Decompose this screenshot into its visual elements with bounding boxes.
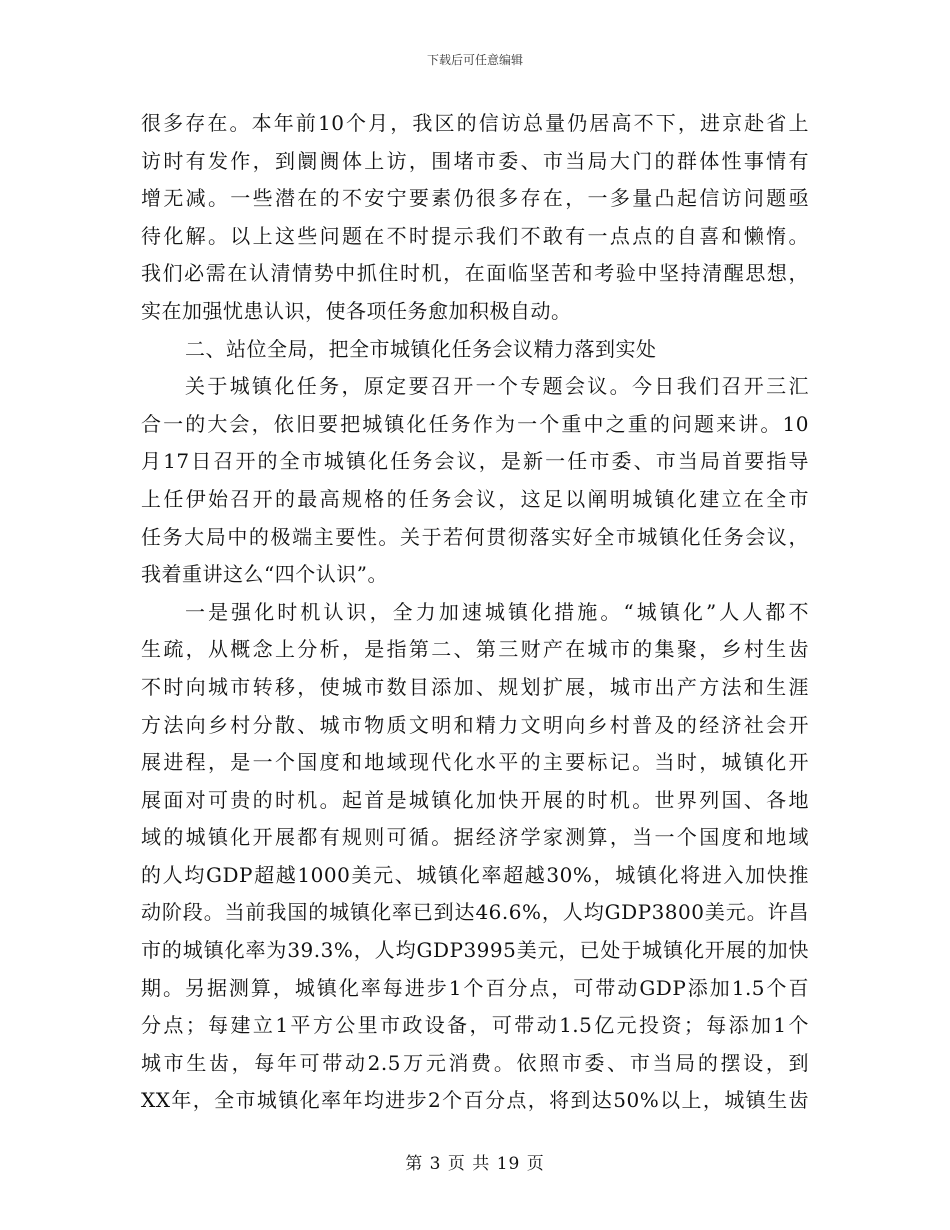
body-line: 上任伊始召开的最高规格的任务会议，这足以阐明城镇化建立在全市 (141, 486, 809, 511)
section-heading: 二、站位全局，把全市城镇化任务会议精力落到实处 (185, 336, 657, 361)
body-line: 展面对可贵的时机。起首是城镇化加快开展的时机。世界列国、各地 (141, 787, 809, 812)
body-line: 月17日召开的全市城镇化任务会议，是新一任市委、市当局首要指导 (141, 449, 809, 474)
body-line: 展进程，是一个国度和地域现代化水平的主要标记。当时，城镇化开 (141, 750, 809, 775)
body-line: 合一的大会，依旧要把城镇化任务作为一个重中之重的问题来讲。10 (141, 411, 809, 436)
body-line: 访时有发作，到阛阓体上访，围堵市委、市当局大门的群体性事情有 (141, 148, 809, 173)
body-line: 我们必需在认清情势中抓住时机，在面临坚苦和考验中坚持清醒思想， (141, 261, 809, 286)
body-line: 期。另据测算，城镇化率每进步1个百分点，可带动GDP添加1.5个百 (141, 975, 809, 1000)
body-line: 域的城镇化开展都有规则可循。据经济学家测算，当一个国度和地域 (141, 825, 809, 850)
body-line: 分点；每建立1平方公里市政设备，可带动1.5亿元投资；每添加1个 (141, 1013, 809, 1038)
body-line: 增无减。一些潜在的不安宁要素仍很多存在，一多量凸起信访问题亟 (141, 186, 809, 211)
body-line: XX年，全市城镇化率年均进步2个百分点，将到达50%以上，城镇生齿 (141, 1088, 809, 1113)
page-number: 第 3 页 共 19 页 (405, 1154, 545, 1174)
body-line: 市的城镇化率为39.3%，人均GDP3995美元，已处于城镇化开展的加快 (141, 938, 809, 963)
body-line: 关于城镇化任务，原定要召开一个专题会议。今日我们召开三汇 (185, 374, 809, 399)
body-line: 待化解。以上这些问题在不时提示我们不敢有一点点的自喜和懒惰。 (141, 223, 809, 248)
body-line: 实在加强忧患认识，使各项任务愈加积极自动。 (141, 298, 572, 323)
body-line: 方法向乡村分散、城市物质文明和精力文明向乡村普及的经济社会开 (141, 712, 809, 737)
page-header-note: 下载后可任意编辑 (426, 53, 523, 67)
body-line: 动阶段。当前我国的城镇化率已到达46.6%，人均GDP3800美元。许昌 (141, 900, 809, 925)
document-body (141, 105, 809, 1120)
body-line: 城市生齿，每年可带动2.5万元消费。依照市委、市当局的摆设，到 (141, 1050, 809, 1075)
body-line: 很多存在。本年前10个月，我区的信访总量仍居高不下，进京赴省上 (141, 111, 809, 135)
body-line: 的人均GDP超越1000美元、城镇化率超越30%，城镇化将进入加快推 (141, 862, 809, 887)
body-line: 生疏，从概念上分析，是指第二、第三财产在城市的集聚，乡村生齿 (141, 637, 809, 662)
body-line: 任务大局中的极端主要性。关于若何贯彻落实好全市城镇化任务会议， (141, 524, 809, 549)
body-line: 一是强化时机认识，全力加速城镇化措施。“城镇化”人人都不 (185, 599, 809, 624)
body-line: 我着重讲这么“四个认识”。 (141, 562, 388, 587)
body-line: 不时向城市转移，使城市数目添加、规划扩展，城市出产方法和生涯 (141, 674, 809, 699)
